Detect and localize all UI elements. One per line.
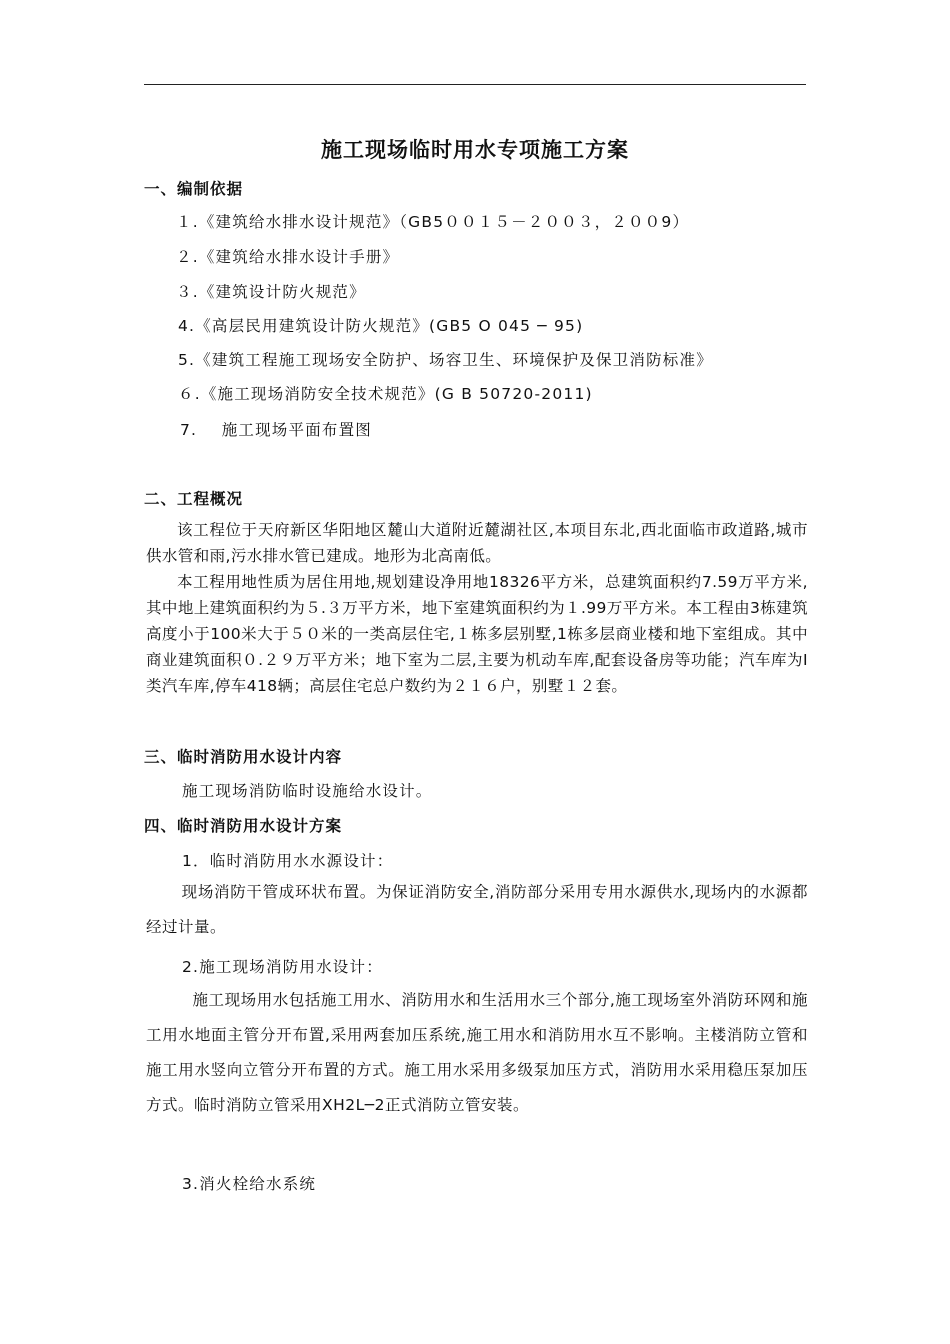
- reference-item-5: 5.《建筑工程施工现场安全防护、场容卫生、环境保护及保卫消防标准》: [178, 351, 713, 369]
- reference-item-2: ２.《建筑给水排水设计手册》: [176, 248, 400, 266]
- overview-paragraph-1: 该工程位于天府新区华阳地区麓山大道附近麓湖社区,本项目东北,西北面临市政道路,城市供水管和雨,污水排水管已建成。地形为北高南低。: [146, 521, 808, 565]
- reference-item-3: ３.《建筑设计防火规范》: [176, 283, 366, 301]
- fire-water-text: 施工现场用水包括施工用水、消防用水和生活用水三个部分,施工现场室外消防环网和施工用水地面主管分开布置,采用两套加压系统,施工用水和消防用水互不影响。主楼消防立管和施工用水竖向立管分开布置的方式。施工用水采用多级泵加压方式，消防用水采用稳压泵加压方式。临时消防立管采用XH2L─2正式消防立管安装。: [146, 991, 808, 1114]
- overview-paragraph-2: 本工程用地性质为居住用地,规划建设净用地18326平方米，总建筑面积约7.59万平方米,其中地上建筑面积约为５.３万平方米，地下室建筑面积约为１.99万平方米。本工程由3栋建筑高度小于100米大于５０米的一类高层住宅,１栋多层别墅,1栋多层商业楼和地下室组成。其中商业建筑面积０.２９万平方米；地下室为二层,主要为机动车库,配套设备房等功能；汽车库为Ⅰ类汽车库,停车418辆；高层住宅总户数约为２１６户，别墅１２套。: [146, 573, 808, 695]
- reference-item-1: １.《建筑给水排水设计规范》（GB5００１５－２００３，２００9）: [176, 213, 690, 231]
- reference-item-6: ６.《施工现场消防安全技术规范》(G B 50720-2011): [178, 385, 593, 403]
- project-overview: [146, 517, 808, 699]
- section-1-heading: 一、编制依据: [144, 180, 244, 198]
- header-rule: [144, 84, 806, 85]
- subsection-3-title: 3.消火栓给水系统: [182, 1175, 317, 1193]
- section-3-heading: 三、临时消防用水设计内容: [144, 748, 343, 766]
- reference-item-7: 7. 施工现场平面布置图: [180, 421, 372, 439]
- subsection-2-title: 2.施工现场消防用水设计：: [182, 958, 383, 976]
- subsection-1-title: 1．临时消防用水水源设计：: [182, 852, 394, 870]
- fire-water-design: [146, 983, 808, 1123]
- section-4-heading: 四、临时消防用水设计方案: [144, 817, 343, 835]
- water-source-text: 现场消防干管成环状布置。为保证消防安全,消防部分采用专用水源供水,现场内的水源都经过计量。: [146, 883, 808, 936]
- water-source-design: [146, 875, 808, 945]
- section-3-text: 施工现场消防临时设施给水设计。: [182, 782, 433, 800]
- section-2-heading: 二、工程概况: [144, 490, 244, 508]
- reference-item-4: 4.《高层民用建筑设计防火规范》(GB5 O 045 ─ 95): [178, 317, 584, 335]
- document-title: 施工现场临时用水专项施工方案: [321, 138, 629, 162]
